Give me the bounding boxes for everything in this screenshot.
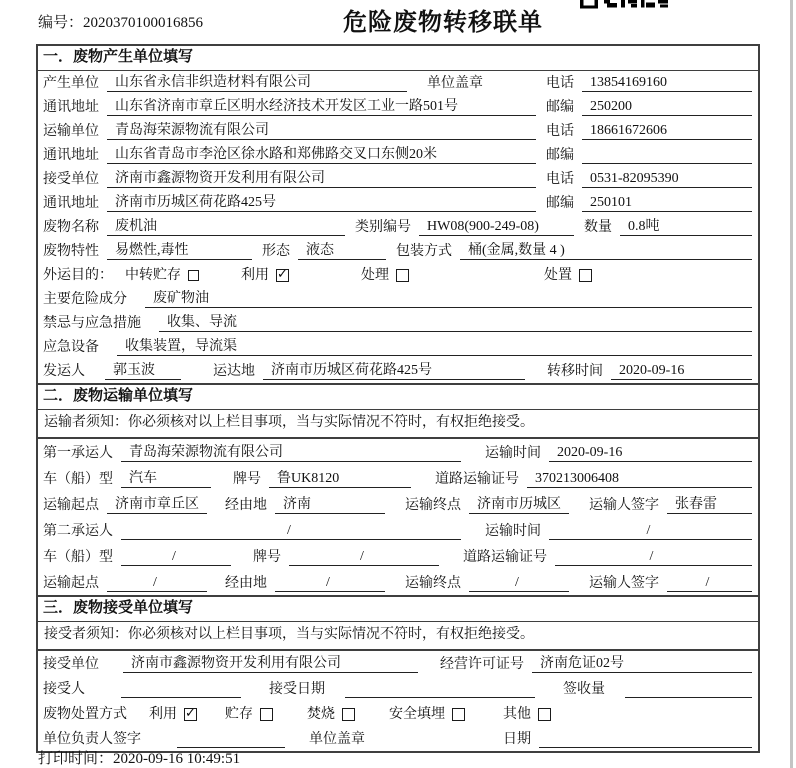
field-label: 单位盖章 <box>427 76 483 91</box>
field-value: 济南市历城区 <box>469 496 569 514</box>
section-header: 三．废物接受单位填写 <box>38 597 758 622</box>
serial-value: 2020370100016856 <box>83 15 204 31</box>
field-label: 经由地 <box>225 498 267 513</box>
form-row <box>38 239 758 263</box>
form-row <box>38 95 758 119</box>
checkbox-item <box>389 706 465 723</box>
form-row <box>38 287 758 311</box>
field-label: 牌号 <box>253 550 281 565</box>
field-value: 收集装置，导流渠 <box>117 338 752 356</box>
field-label: 道路运输证号 <box>435 472 519 487</box>
form-row <box>38 263 758 287</box>
field-label: 运达地 <box>213 364 255 379</box>
field-label: 接受单位 <box>43 657 99 672</box>
field-label: 形态 <box>262 244 290 259</box>
checkbox-item <box>225 706 273 723</box>
field-value: 济南市历城区荷花路425号 <box>107 194 536 212</box>
form-table <box>36 44 760 753</box>
field-label: 运输时间 <box>485 446 541 461</box>
field-label: 单位盖章 <box>309 732 365 747</box>
checkbox-label: 利用 <box>241 268 269 283</box>
field-label: 运输起点 <box>43 498 99 513</box>
form-row <box>38 143 758 167</box>
field-label: 经营许可证号 <box>440 657 524 672</box>
checkbox-unchecked-icon <box>260 708 273 721</box>
field-value: 废机油 <box>107 218 345 236</box>
field-value: 济南 <box>275 496 385 514</box>
document-title: 危险废物转移联单 <box>343 9 543 36</box>
field-label: 包装方式 <box>396 244 452 259</box>
checkbox-label: 安全填埋 <box>389 707 445 722</box>
form-row <box>38 167 758 191</box>
checkbox-unchecked-icon <box>538 708 551 721</box>
field-value: / <box>469 574 569 592</box>
field-label: 废物名称 <box>43 220 99 235</box>
field-label: 道路运输证号 <box>463 550 547 565</box>
field-value: / <box>275 574 385 592</box>
field-label: 电话 <box>546 124 574 139</box>
field-value: / <box>549 522 752 540</box>
field-value: 济南市鑫源物资开发利用有限公司 <box>107 170 536 188</box>
qr-code-fragment <box>580 0 668 10</box>
checkbox-label: 其他 <box>503 707 531 722</box>
field-value: 收集、导流 <box>159 314 752 332</box>
field-label: 单位负责人签字 <box>43 732 141 747</box>
form-row <box>38 359 758 383</box>
field-value: 济南危证02号 <box>532 655 752 673</box>
checkbox-unchecked-icon <box>396 269 409 282</box>
checkbox-unchecked-icon <box>342 708 355 721</box>
field-label: 签收量 <box>563 682 605 697</box>
form-row <box>38 651 758 676</box>
field-label: 废物特性 <box>43 244 99 259</box>
field-label: 经由地 <box>225 576 267 591</box>
field-value <box>539 747 752 748</box>
checkbox-unchecked-icon <box>188 270 199 281</box>
checkbox-item <box>307 706 355 723</box>
field-value: 0.8吨 <box>620 218 752 236</box>
field-value: 济南市鑫源物资开发利用有限公司 <box>123 655 418 673</box>
form-row <box>38 71 758 95</box>
field-value: 张春雷 <box>667 496 752 514</box>
notice-row: 运输者须知：你必须核对以上栏目事项，当与实际情况不符时，有权拒绝接受。 <box>38 410 758 439</box>
field-label: 邮编 <box>546 196 574 211</box>
field-value: / <box>121 522 461 540</box>
form-row <box>38 311 758 335</box>
field-label: 转移时间 <box>547 364 603 379</box>
field-value: 易燃性,毒性 <box>107 242 252 260</box>
field-value: 山东省永信非织造材料有限公司 <box>107 74 407 92</box>
field-value <box>625 697 752 698</box>
field-value <box>582 163 752 164</box>
field-value: 250200 <box>582 98 752 116</box>
form-row <box>38 191 758 215</box>
field-label: 发运人 <box>43 364 85 379</box>
checkbox-label: 利用 <box>149 707 177 722</box>
field-value: 2020-09-16 <box>549 444 752 462</box>
field-value: 桶(金属,数量 4 ) <box>460 242 752 260</box>
section-waste-receiver <box>38 595 758 751</box>
checkbox-checked-icon: ✓ <box>277 267 288 282</box>
form-row <box>38 676 758 701</box>
field-label: 邮编 <box>546 148 574 163</box>
field-value: 2020-09-16 <box>611 362 752 380</box>
field-value: / <box>107 574 207 592</box>
field-value: 青岛海荣源物流有限公司 <box>107 122 536 140</box>
checkbox-label: 焚烧 <box>307 707 335 722</box>
form-row <box>38 701 758 726</box>
field-label: 日期 <box>503 732 531 747</box>
field-label: 第一承运人 <box>43 446 113 461</box>
checkbox-item <box>149 706 197 723</box>
print-time-value: 2020-09-16 10:49:51 <box>113 751 241 767</box>
field-label: 通讯地址 <box>43 148 99 163</box>
field-label: 应急设备 <box>43 340 99 355</box>
checkbox-checked-icon: ✓ <box>185 706 196 721</box>
checkbox-unchecked-icon <box>579 269 592 282</box>
field-label: 接受人 <box>43 682 85 697</box>
checkbox-item <box>361 267 409 284</box>
print-time <box>38 747 240 768</box>
field-label: 第二承运人 <box>43 524 113 539</box>
field-label: 运输时间 <box>485 524 541 539</box>
field-value: 液态 <box>298 242 386 260</box>
section-waste-generator <box>38 46 758 383</box>
field-label: 运输起点 <box>43 576 99 591</box>
section-header: 一．废物产生单位填写 <box>38 46 758 71</box>
checkbox-label: 处置 <box>544 268 572 283</box>
field-value: 废矿物油 <box>145 290 752 308</box>
field-value: 山东省济南市章丘区明水经济技术开发区工业一路501号 <box>107 98 536 116</box>
field-value: 370213006408 <box>527 470 752 488</box>
field-label: 接受单位 <box>43 172 99 187</box>
field-value: / <box>667 574 752 592</box>
field-label: 接受日期 <box>269 682 325 697</box>
form-row <box>38 439 758 465</box>
checkbox-label: 中转贮存 <box>125 268 181 283</box>
field-value <box>121 697 241 698</box>
field-value: 汽车 <box>121 470 211 488</box>
form-row <box>38 215 758 239</box>
field-label: 禁忌与应急措施 <box>43 316 141 331</box>
field-label: 运输终点 <box>405 576 461 591</box>
checkbox-item <box>503 706 551 723</box>
form-row <box>38 119 758 143</box>
checkbox-item <box>241 267 289 284</box>
serial-label: 编号： <box>38 15 84 31</box>
section-header: 二．废物运输单位填写 <box>38 385 758 410</box>
field-label: 类别编号 <box>355 220 411 235</box>
field-value <box>345 697 535 698</box>
field-value: 郭玉波 <box>105 362 181 380</box>
checkbox-item <box>125 267 199 284</box>
field-label: 通讯地址 <box>43 196 99 211</box>
field-label: 数量 <box>584 220 612 235</box>
print-time-label: 打印时间： <box>38 751 114 767</box>
document-header <box>0 0 796 44</box>
field-value: 18661672606 <box>582 122 752 140</box>
checkbox-item <box>544 267 592 284</box>
field-label: 产生单位 <box>43 76 99 91</box>
field-label: 通讯地址 <box>43 100 99 115</box>
field-label: 车（船）型 <box>43 550 113 565</box>
field-label: 牌号 <box>233 472 261 487</box>
field-value: 青岛海荣源物流有限公司 <box>121 444 461 462</box>
field-label: 主要危险成分 <box>43 292 127 307</box>
field-value: 0531-82095390 <box>582 170 752 188</box>
notice-row: 接受者须知：你必须核对以上栏目事项，当与实际情况不符时，有权拒绝接受。 <box>38 622 758 651</box>
field-value: / <box>289 548 439 566</box>
page-edge-line <box>790 0 793 768</box>
field-label: 外运目的： <box>43 268 113 283</box>
field-value: HW08(900-249-08) <box>419 218 574 236</box>
checkbox-unchecked-icon <box>452 708 465 721</box>
field-label: 废物处置方式 <box>43 707 127 722</box>
field-value: 13854169160 <box>582 74 752 92</box>
field-label: 电话 <box>546 76 574 91</box>
field-value: 鲁UK8120 <box>269 470 411 488</box>
form-row <box>38 335 758 359</box>
form-row <box>38 491 758 517</box>
field-value: / <box>555 548 752 566</box>
checkbox-label: 处理 <box>361 268 389 283</box>
form-row <box>38 569 758 595</box>
checkbox-label: 贮存 <box>225 707 253 722</box>
form-row <box>38 517 758 543</box>
field-value: 250101 <box>582 194 752 212</box>
field-label: 电话 <box>546 172 574 187</box>
field-value: 济南市历城区荷花路425号 <box>263 362 525 380</box>
field-value: / <box>121 548 231 566</box>
field-label: 邮编 <box>546 100 574 115</box>
field-value: 济南市章丘区 <box>107 496 207 514</box>
form-row <box>38 465 758 491</box>
section-waste-transporter <box>38 383 758 595</box>
field-label: 运输人签字 <box>589 576 659 591</box>
field-label: 运输终点 <box>405 498 461 513</box>
field-label: 运输人签字 <box>589 498 659 513</box>
form-row <box>38 543 758 569</box>
field-value: 山东省青岛市李沧区徐水路和郑佛路交叉口东侧20米 <box>107 146 536 164</box>
field-label: 车（船）型 <box>43 472 113 487</box>
field-label: 运输单位 <box>43 124 99 139</box>
